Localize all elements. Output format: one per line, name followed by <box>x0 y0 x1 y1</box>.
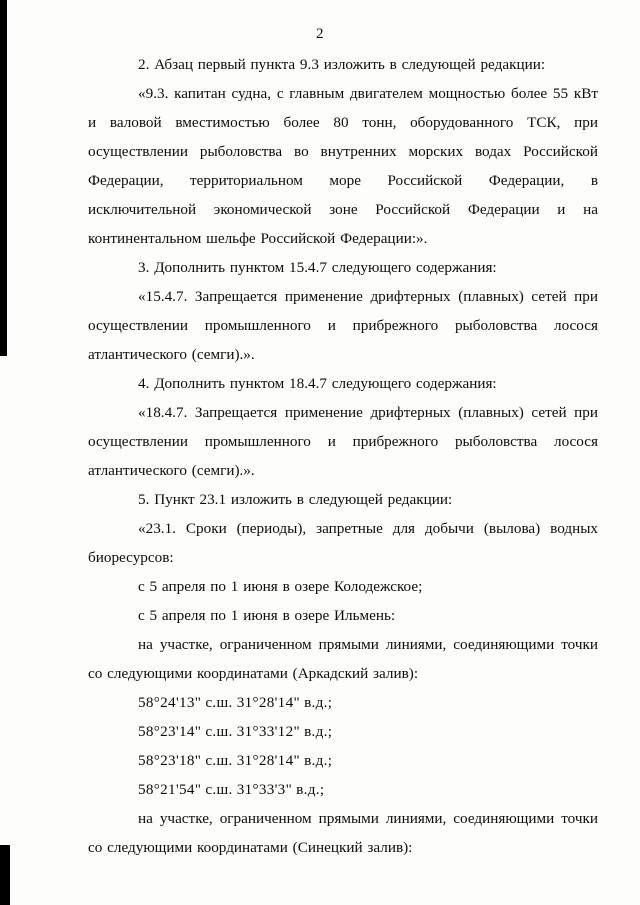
coordinate-line: 58°24'13" с.ш. 31°28'14" в.д.; <box>138 694 333 711</box>
paragraph: 3. Дополнить пунктом 15.4.7 следующего содержания: <box>138 259 497 276</box>
scan-artifact-top-left <box>0 0 7 356</box>
paragraph: «15.4.7. Запрещается применение дрифтерных (плавных) сетей при осуществлении промышленного и прибрежного рыболовства лосося атлантического (семги).». <box>88 288 598 363</box>
coordinate-line: 58°21'54" с.ш. 31°33'3" в.д.; <box>138 781 325 798</box>
page-number: 2 <box>316 26 324 42</box>
paragraph: 2. Абзац первый пункта 9.3 изложить в следующей редакции: <box>138 56 546 73</box>
paragraph: «9.3. капитан судна, с главным двигателем мощностью более 55 кВт и валовой вместимостью более 80 тонн, оборудованного ТСК, при осуществлении рыболовства во внутренних морских водах Российской Федерации, территориальном море Российской Федерации, в исключительной экономической зоне Российской Федерации и на континентальном шельфе Российской Федерации:». <box>88 85 598 247</box>
paragraph: 5. Пункт 23.1 изложить в следующей редакции: <box>138 491 453 508</box>
paragraph: на участке, ограниченном прямыми линиями, соединяющими точки со следующими координатами (Синецкий залив): <box>88 810 598 856</box>
document-body <box>0 50 640 862</box>
paragraph: «18.4.7. Запрещается применение дрифтерных (плавных) сетей при осуществлении промышленного и прибрежного рыболовства лосося атлантического (семги).». <box>88 404 598 479</box>
paragraph: с 5 апреля по 1 июня в озере Колодежское; <box>138 578 423 595</box>
paragraph: 4. Дополнить пунктом 18.4.7 следующего содержания: <box>138 375 497 392</box>
paragraph: с 5 апреля по 1 июня в озере Ильмень: <box>138 607 396 624</box>
scan-artifact-bottom-left <box>0 845 10 905</box>
paragraph: на участке, ограниченном прямыми линиями, соединяющими точки со следующими координатами (Аркадский залив): <box>88 636 598 682</box>
paragraph: «23.1. Сроки (периоды), запретные для добычи (вылова) водных биоресурсов: <box>88 520 598 566</box>
coordinate-line: 58°23'18" с.ш. 31°28'14" в.д.; <box>138 752 333 769</box>
coordinate-line: 58°23'14" с.ш. 31°33'12" в.д.; <box>138 723 333 740</box>
